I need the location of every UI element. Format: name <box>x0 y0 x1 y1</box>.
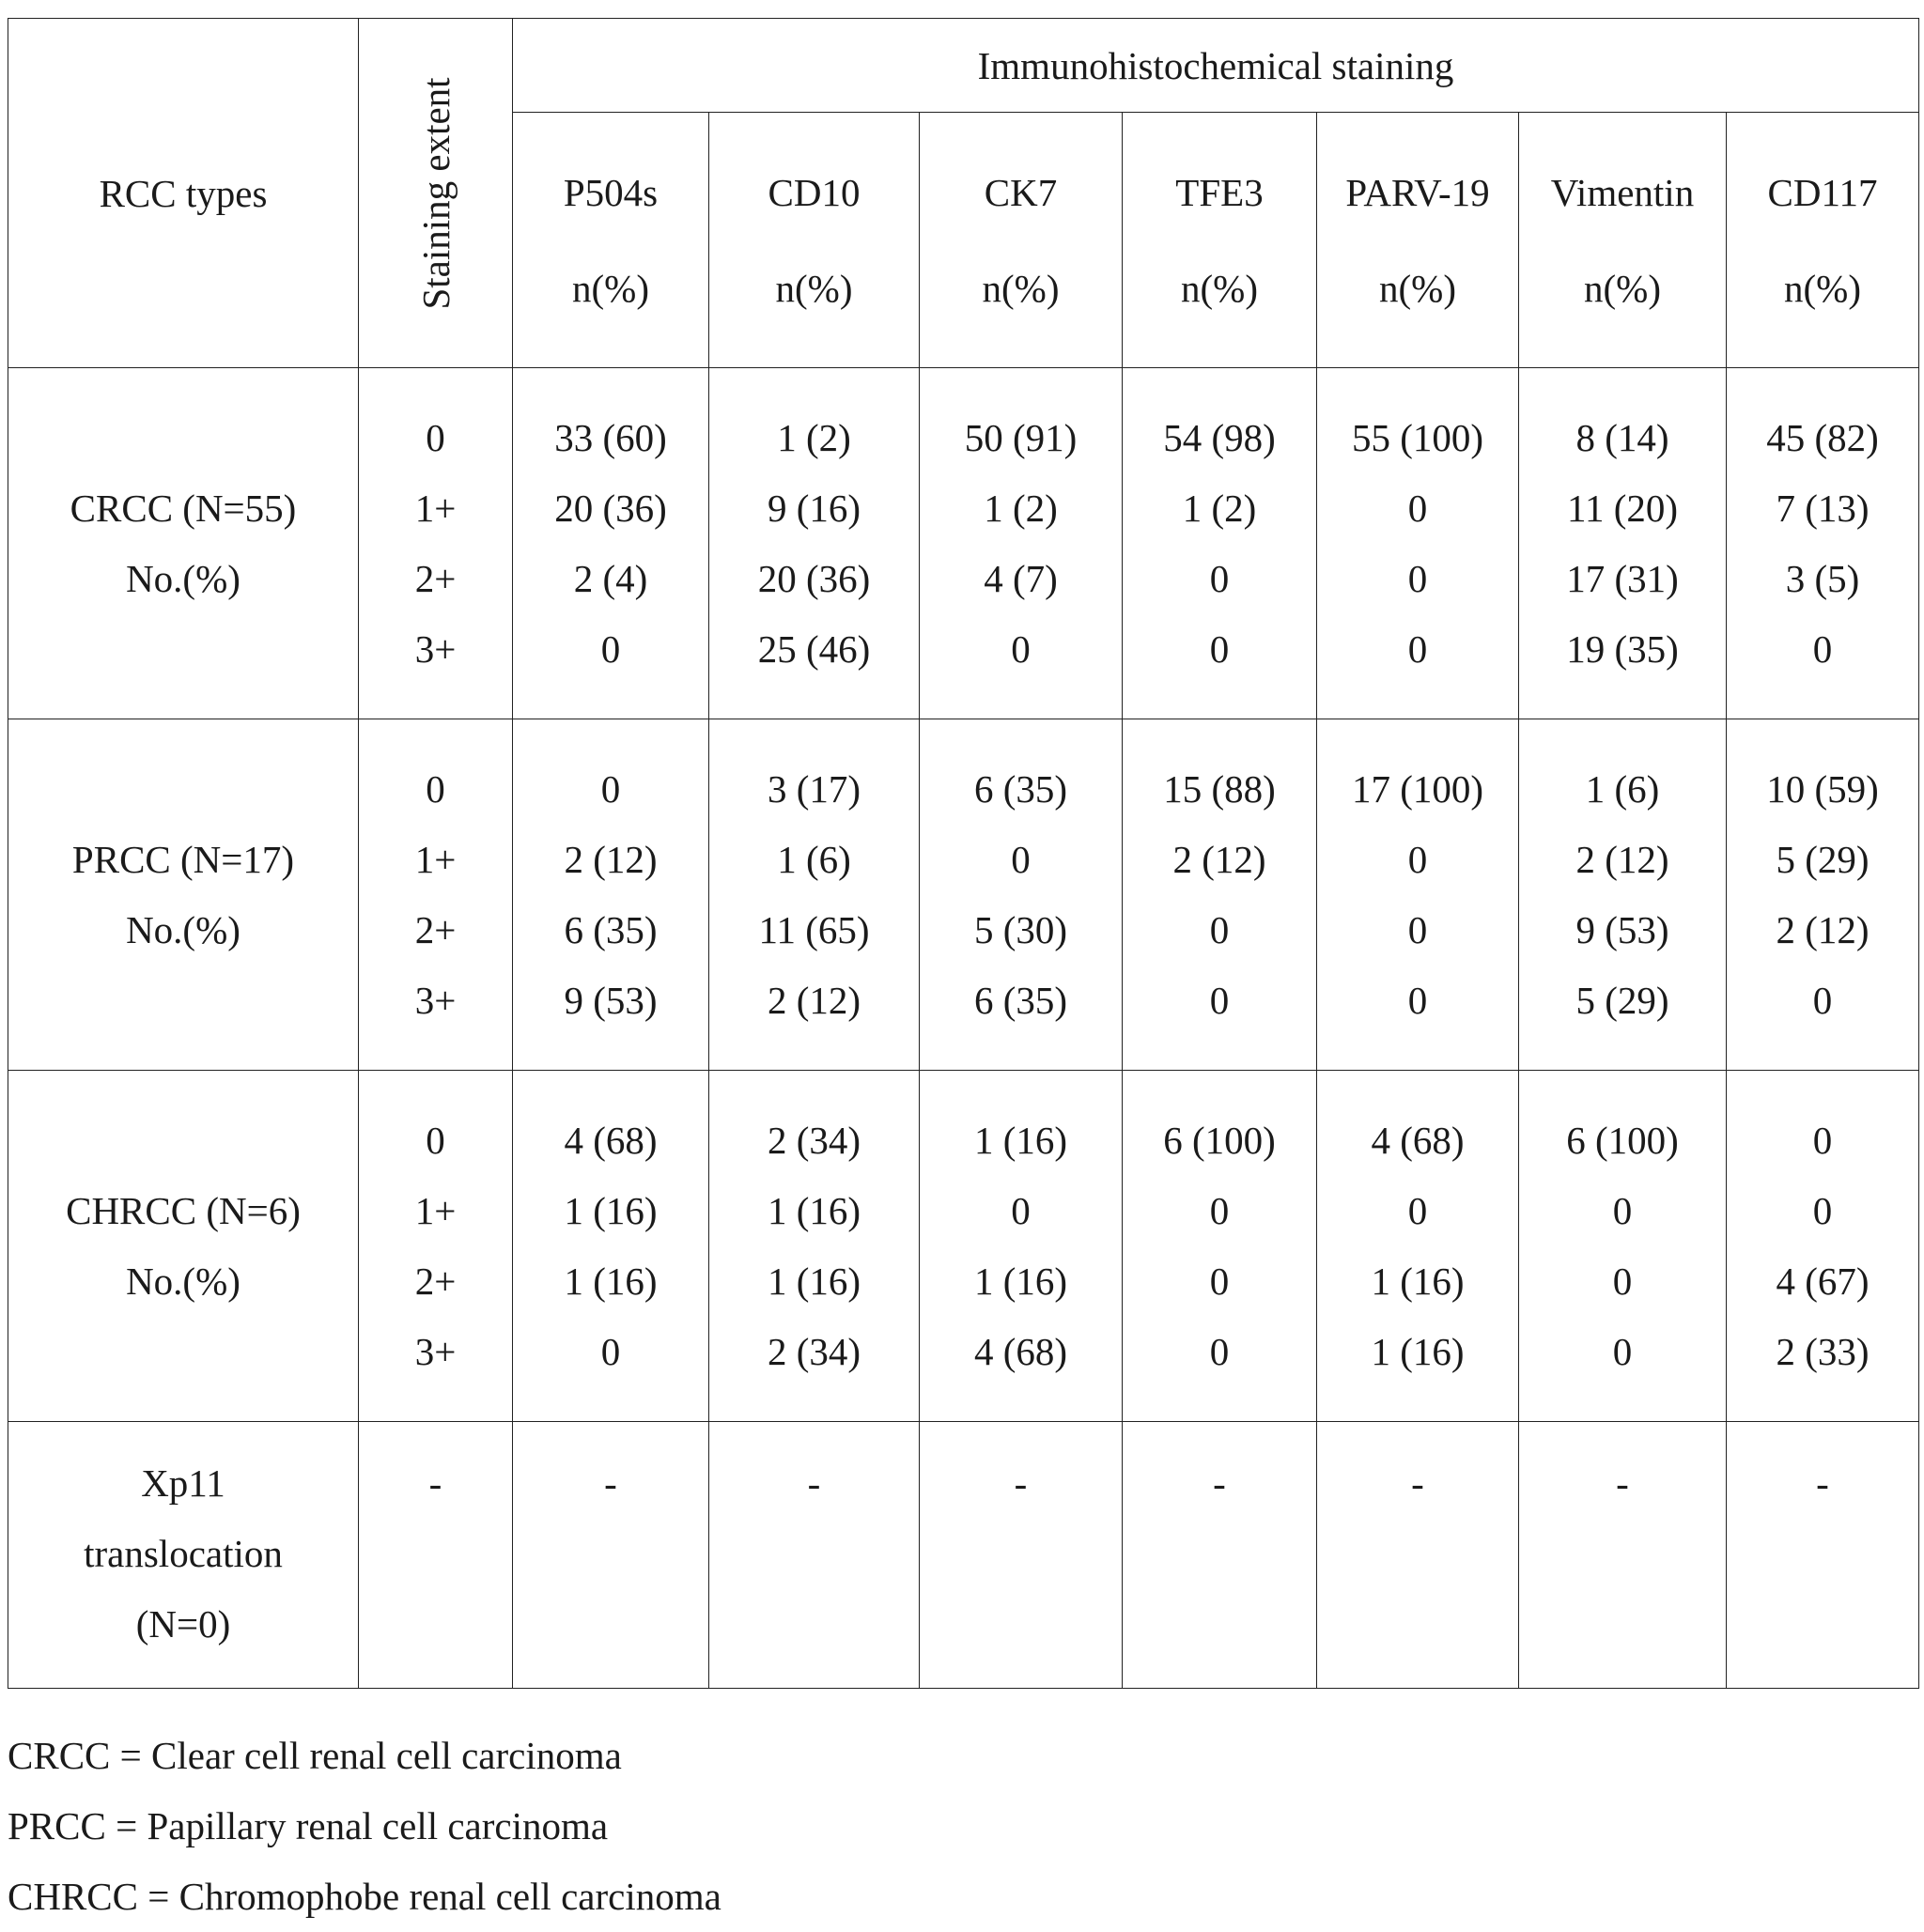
data-cell <box>1519 368 1727 719</box>
data-cell: - <box>920 1422 1123 1689</box>
marker-unit: n(%) <box>1379 266 1456 310</box>
extent-value: 3+ <box>414 1329 457 1373</box>
cell-value: 54 (98) <box>1163 415 1276 459</box>
rcc-type-stack <box>8 1422 358 1660</box>
cell-value: 9 (16) <box>767 486 861 530</box>
data-cell <box>1519 1071 1727 1422</box>
cell-value: 55 (100) <box>1351 415 1484 459</box>
marker-name: P504s <box>563 170 659 214</box>
cell-value: 6 (100) <box>1163 1118 1276 1162</box>
data-cell <box>920 368 1123 719</box>
rcc-type-subtitle: No.(%) <box>126 1259 240 1303</box>
staining-extent-label: Staining extent <box>413 76 458 310</box>
table-row <box>8 1071 1919 1422</box>
cell-value: 0 <box>1407 1188 1428 1232</box>
cell-value: 7 (13) <box>1776 486 1870 530</box>
data-stack <box>709 1105 919 1387</box>
marker-name: CD117 <box>1767 170 1878 214</box>
cell-value: 2 (34) <box>767 1329 861 1373</box>
cell-value: 0 <box>1812 626 1833 671</box>
cell-value: 0 <box>1407 626 1428 671</box>
cell-value: 1 (16) <box>1371 1329 1465 1373</box>
cell-value: 4 (7) <box>984 556 1058 600</box>
data-stack <box>1727 754 1918 1036</box>
cell-value: 0 <box>1011 1188 1031 1232</box>
cell-value: 3 (17) <box>767 766 861 811</box>
extent-value: 3+ <box>414 626 457 671</box>
marker-unit: n(%) <box>572 266 649 310</box>
cell-value: 2 (4) <box>573 556 648 600</box>
staining-extent-cell: - <box>359 1422 513 1689</box>
data-cell: - <box>709 1422 920 1689</box>
cell-value: 3 (5) <box>1785 556 1860 600</box>
rcc-type-cell <box>8 368 359 719</box>
cell-value: 6 (35) <box>973 978 1068 1022</box>
marker-unit: n(%) <box>982 266 1060 310</box>
cell-value: 20 (36) <box>757 556 871 600</box>
rcc-type-stack <box>8 825 358 966</box>
cell-value: 4 (67) <box>1776 1259 1870 1303</box>
cell-value: 0 <box>1209 978 1230 1022</box>
cell-value: 0 <box>1612 1259 1633 1303</box>
cell-value: 1 (16) <box>767 1188 861 1232</box>
data-cell <box>513 1071 709 1422</box>
data-stack <box>1727 1105 1918 1387</box>
data-stack <box>513 403 708 685</box>
data-cell <box>1123 1071 1317 1422</box>
header-group-title: Immunohistochemical staining <box>513 19 1919 113</box>
cell-value: 6 (35) <box>564 907 658 951</box>
marker-header-cell <box>920 113 1123 368</box>
cell-value: 1 (16) <box>564 1188 658 1232</box>
cell-value: 4 (68) <box>564 1118 658 1162</box>
marker-unit: n(%) <box>775 266 853 310</box>
extent-value: 3+ <box>414 978 457 1022</box>
footnote: PRCC = Papillary renal cell carcinoma <box>8 1804 609 1847</box>
data-stack <box>1519 403 1726 685</box>
extent-value: 1+ <box>414 837 457 881</box>
data-stack <box>920 754 1122 1036</box>
rcc-type-name: PRCC (N=17) <box>71 837 295 881</box>
rcc-type-cell <box>8 1071 359 1422</box>
data-cell: - <box>1123 1422 1317 1689</box>
cell-value: 10 (59) <box>1766 766 1879 811</box>
cell-value: 45 (82) <box>1766 415 1879 459</box>
rcc-type-line: Xp11 <box>141 1461 225 1505</box>
cell-value: 2 (12) <box>767 978 861 1022</box>
header-row-group <box>8 19 1919 113</box>
cell-value: 0 <box>1407 556 1428 600</box>
marker-name: Vimentin <box>1550 170 1695 214</box>
cell-value: 5 (29) <box>1575 978 1669 1022</box>
cell-value: 4 (68) <box>1371 1118 1465 1162</box>
extent-stack <box>359 754 512 1036</box>
data-cell <box>920 1071 1123 1422</box>
extent-value: 2+ <box>414 1259 457 1303</box>
table-row <box>8 719 1919 1071</box>
cell-value: 1 (16) <box>767 1259 861 1303</box>
data-stack <box>1727 403 1918 685</box>
cell-value: 6 (35) <box>973 766 1068 811</box>
data-cell <box>1519 719 1727 1071</box>
cell-value: 0 <box>1011 626 1031 671</box>
rcc-type-stack <box>8 1176 358 1317</box>
cell-value: 1 (6) <box>1585 766 1660 811</box>
extent-stack <box>359 403 512 685</box>
data-stack <box>1123 754 1316 1036</box>
cell-value: 4 (68) <box>973 1329 1068 1373</box>
cell-value: 0 <box>1011 837 1031 881</box>
cell-value: 11 (20) <box>1566 486 1679 530</box>
rcc-type-stack <box>8 473 358 614</box>
cell-value: 1 (2) <box>1182 486 1257 530</box>
data-stack <box>1317 754 1518 1036</box>
ihc-staining-table <box>8 18 1919 1689</box>
cell-value: 0 <box>1612 1329 1633 1373</box>
extent-stack <box>359 1105 512 1387</box>
marker-unit: n(%) <box>1584 266 1661 310</box>
data-stack <box>1317 403 1518 685</box>
cell-value: 9 (53) <box>1575 907 1669 951</box>
rcc-type-line: (N=0) <box>135 1602 231 1646</box>
cell-value: 0 <box>1209 1259 1230 1303</box>
data-stack <box>709 754 919 1036</box>
data-stack <box>709 403 919 685</box>
cell-value: 19 (35) <box>1566 626 1679 671</box>
cell-value: 1 (16) <box>973 1259 1068 1303</box>
cell-value: 1 (2) <box>777 415 851 459</box>
data-cell <box>1123 368 1317 719</box>
cell-value: 0 <box>1209 626 1230 671</box>
cell-value: 0 <box>1812 1188 1833 1232</box>
data-stack <box>513 754 708 1036</box>
cell-value: 1 (16) <box>564 1259 658 1303</box>
cell-value: 0 <box>1209 1329 1230 1373</box>
rcc-type-subtitle: No.(%) <box>126 556 240 600</box>
rcc-type-line: translocation <box>84 1532 283 1575</box>
cell-value: 8 (14) <box>1575 415 1669 459</box>
data-cell: - <box>513 1422 709 1689</box>
staining-extent-cell <box>359 368 513 719</box>
data-cell <box>1317 1071 1519 1422</box>
data-stack <box>1123 403 1316 685</box>
cell-value: 2 (12) <box>564 837 658 881</box>
rcc-type-cell <box>8 1422 359 1689</box>
cell-value: 2 (34) <box>767 1118 861 1162</box>
marker-header-cell <box>1519 113 1727 368</box>
rcc-type-subtitle: No.(%) <box>126 907 240 951</box>
footnotes <box>8 1721 722 1932</box>
extent-value: 2+ <box>414 907 457 951</box>
table-row <box>8 368 1919 719</box>
data-stack <box>513 1105 708 1387</box>
cell-value: 15 (88) <box>1163 766 1276 811</box>
staining-extent-cell <box>359 719 513 1071</box>
data-cell <box>709 1071 920 1422</box>
marker-unit: n(%) <box>1181 266 1258 310</box>
cell-value: 25 (46) <box>757 626 871 671</box>
cell-value: 0 <box>600 766 621 811</box>
cell-value: 33 (60) <box>554 415 667 459</box>
footnote: CHRCC = Chromophobe renal cell carcinoma <box>8 1875 722 1918</box>
marker-name: CD10 <box>768 170 861 214</box>
cell-value: 0 <box>1407 837 1428 881</box>
cell-value: 17 (31) <box>1566 556 1679 600</box>
data-cell: - <box>1727 1422 1919 1689</box>
data-cell <box>1727 368 1919 719</box>
cell-value: 0 <box>1407 978 1428 1022</box>
data-cell <box>1317 368 1519 719</box>
extent-value: 0 <box>426 766 445 811</box>
data-stack <box>1123 1105 1316 1387</box>
data-cell <box>1727 719 1919 1071</box>
cell-value: 0 <box>1209 556 1230 600</box>
cell-value: 6 (100) <box>1566 1118 1679 1162</box>
cell-value: 0 <box>1209 1188 1230 1232</box>
cell-value: 2 (12) <box>1172 837 1266 881</box>
header-rcc-types: RCC types <box>8 19 359 368</box>
extent-value: 1+ <box>414 1188 457 1232</box>
rcc-type-cell <box>8 719 359 1071</box>
marker-header-cell <box>1123 113 1317 368</box>
table-row-xp11 <box>8 1422 1919 1689</box>
cell-value: 9 (53) <box>564 978 658 1022</box>
cell-value: 0 <box>600 1329 621 1373</box>
cell-value: 2 (33) <box>1776 1329 1870 1373</box>
data-stack <box>920 403 1122 685</box>
data-cell <box>709 719 920 1071</box>
footnote: CRCC = Clear cell renal cell carcinoma <box>8 1734 622 1777</box>
data-cell <box>920 719 1123 1071</box>
data-cell <box>513 368 709 719</box>
cell-value: 0 <box>1209 907 1230 951</box>
rcc-type-name: CHRCC (N=6) <box>66 1188 301 1232</box>
cell-value: 0 <box>600 626 621 671</box>
marker-header-cell <box>709 113 920 368</box>
data-cell <box>1123 719 1317 1071</box>
marker-header-cell <box>513 113 709 368</box>
extent-value: 2+ <box>414 556 457 600</box>
data-cell <box>1317 719 1519 1071</box>
cell-value: 0 <box>1407 907 1428 951</box>
data-stack <box>1317 1105 1518 1387</box>
cell-value: 50 (91) <box>964 415 1078 459</box>
extent-value: 0 <box>426 1118 445 1162</box>
cell-value: 1 (16) <box>973 1118 1068 1162</box>
data-cell <box>709 368 920 719</box>
extent-value: 0 <box>426 415 445 459</box>
cell-value: 1 (6) <box>777 837 851 881</box>
marker-name: PARV-19 <box>1345 170 1490 214</box>
cell-value: 2 (12) <box>1776 907 1870 951</box>
cell-value: 5 (30) <box>973 907 1068 951</box>
data-cell <box>513 719 709 1071</box>
cell-value: 1 (16) <box>1371 1259 1465 1303</box>
cell-value: 1 (2) <box>984 486 1058 530</box>
staining-extent-cell <box>359 1071 513 1422</box>
marker-header-cell <box>1727 113 1919 368</box>
cell-value: 11 (65) <box>758 907 870 951</box>
marker-name: TFE3 <box>1175 170 1264 214</box>
cell-value: 0 <box>1812 978 1833 1022</box>
data-stack <box>1519 1105 1726 1387</box>
cell-value: 0 <box>1812 1118 1833 1162</box>
marker-unit: n(%) <box>1784 266 1861 310</box>
cell-value: 0 <box>1612 1188 1633 1232</box>
extent-value: 1+ <box>414 486 457 530</box>
data-stack <box>920 1105 1122 1387</box>
data-cell: - <box>1519 1422 1727 1689</box>
cell-value: 2 (12) <box>1575 837 1669 881</box>
data-stack <box>1519 754 1726 1036</box>
rcc-type-name: CRCC (N=55) <box>70 486 297 530</box>
marker-name: CK7 <box>984 170 1058 214</box>
data-cell: - <box>1317 1422 1519 1689</box>
marker-header-cell <box>1317 113 1519 368</box>
cell-value: 20 (36) <box>554 486 667 530</box>
data-cell <box>1727 1071 1919 1422</box>
header-staining-extent <box>359 19 513 368</box>
cell-value: 5 (29) <box>1776 837 1870 881</box>
cell-value: 0 <box>1407 486 1428 530</box>
cell-value: 17 (100) <box>1351 766 1484 811</box>
